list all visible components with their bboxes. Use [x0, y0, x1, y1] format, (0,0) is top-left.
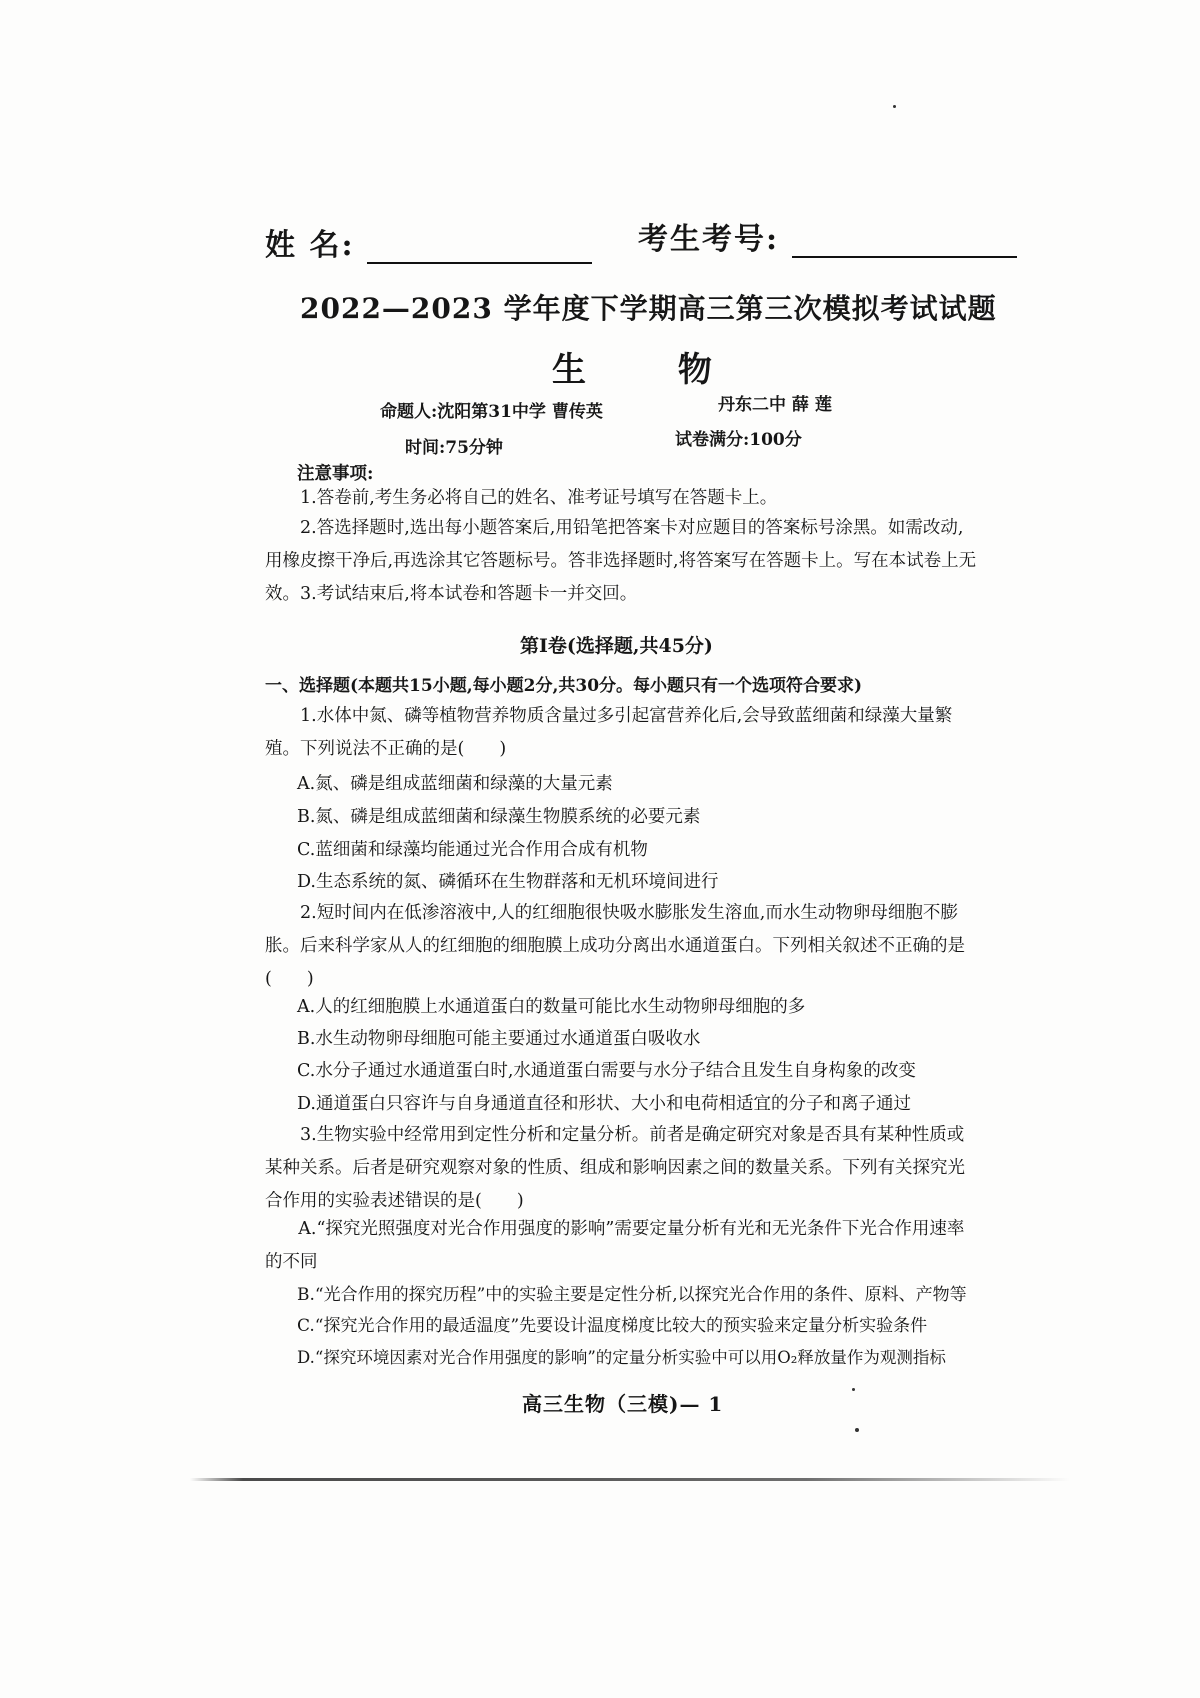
part-heading: 一、选择题(本题共15小题,每小题2分,共30分。每小题只有一个选项符合要求)	[265, 676, 863, 696]
question-3-option-c: C.“探究光合作用的最适温度”先要设计温度梯度比较大的预实验来定量分析实验条件	[297, 1316, 928, 1336]
question-3-option-b: B.“光合作用的探究历程”中的实验主要是定性分析,以探究光合作用的条件、原料、产物等	[297, 1285, 967, 1305]
question-2-option-b: B.水生动物卵母细胞可能主要通过水通道蛋白吸收水	[297, 1029, 701, 1049]
question-2-option-d: D.通道蛋白只容许与自身通道直径和形状、大小和电荷相适宜的分子和离子通过	[297, 1094, 911, 1114]
authors-line: 命题人:沈阳第31中学 曹传英	[380, 402, 603, 422]
note-item-2: 2.答选择题时,选出每小题答案后,用铅笔把答案卡对应题目的答案标号涂黑。如需改动,用橡皮擦干净后,再选涂其它答题标号。答非选择题时,将答案写在答题卡上。写在本试卷上无效。	[265, 518, 977, 604]
scan-speck	[893, 105, 896, 108]
question-1-option-d: D.生态系统的氮、磷循环在生物群落和无机环境间进行	[297, 872, 719, 892]
note-item-3: 3.考试结束后,将本试卷和答题卡一并交回。	[300, 584, 638, 604]
authors-second: 丹东二中 薛 莲	[718, 395, 832, 415]
question-2-option-c: C.水分子通过水通道蛋白时,水通道蛋白需要与水分子结合且发生自身构象的改变	[297, 1061, 916, 1081]
exam-number-label: 考生考号:	[638, 222, 780, 257]
exam-title: 2022—2023 学年度下学期高三第三次模拟考试试题	[300, 292, 997, 325]
question-3-option-a: A.“探究光照强度对光合作用强度的影响”需要定量分析有光和无光条件下光合作用速率的不同	[265, 1219, 965, 1272]
note-item-1: 1.答卷前,考生务必将自己的姓名、准考证号填写在答题卡上。	[300, 488, 778, 508]
subject-title: 生 物	[552, 350, 752, 390]
time-limit: 时间:75分钟	[405, 438, 503, 458]
name-label: 姓 名:	[265, 228, 355, 263]
question-3-option-d: D.“探究环境因素对光合作用强度的影响”的定量分析实验中可以用O₂释放量作为观测指标	[297, 1348, 946, 1367]
exam-number-row	[638, 214, 1017, 258]
question-1-option-b: B.氮、磷是组成蓝细菌和绿藻生物膜系统的必要元素	[297, 807, 701, 827]
name-blank-line[interactable]	[367, 232, 592, 264]
question-3-stem: 3.生物实验中经常用到定性分析和定量分析。前者是确定研究对象是否具有某种性质或某种关系。后者是研究观察对象的性质、组成和影响因素之间的数量关系。下列有关探究光合作用的实验表述错误的是( )	[265, 1125, 965, 1211]
name-field-row	[265, 220, 592, 264]
scan-speck	[852, 1388, 855, 1391]
question-1-option-a: A.氮、磷是组成蓝细菌和绿藻的大量元素	[297, 774, 613, 794]
section-title: 第Ⅰ卷(选择题,共45分)	[520, 635, 713, 657]
full-score: 试卷满分:100分	[675, 430, 802, 450]
page-footer: 高三生物（三模)— 1	[522, 1392, 724, 1416]
exam-number-blank-line[interactable]	[792, 226, 1017, 258]
scan-speck	[855, 1428, 859, 1432]
notes-heading: 注意事项:	[297, 464, 374, 484]
question-1-stem: 1.水体中氮、磷等植物营养物质含量过多引起富营养化后,会导致蓝细菌和绿藻大量繁殖。下列说法不正确的是( )	[265, 706, 953, 759]
scan-edge-line	[190, 1478, 1070, 1481]
question-1-option-c: C.蓝细菌和绿藻均能通过光合作用合成有机物	[297, 840, 648, 860]
question-2-option-a: A.人的红细胞膜上水通道蛋白的数量可能比水生动物卵母细胞的多	[297, 997, 806, 1017]
question-2-stem: 2.短时间内在低渗溶液中,人的红细胞很快吸水膨胀发生溶血,而水生动物卵母细胞不膨胀。后来科学家从人的红细胞的细胞膜上成功分离出水通道蛋白。下列相关叙述不正确的是( )	[265, 903, 965, 989]
